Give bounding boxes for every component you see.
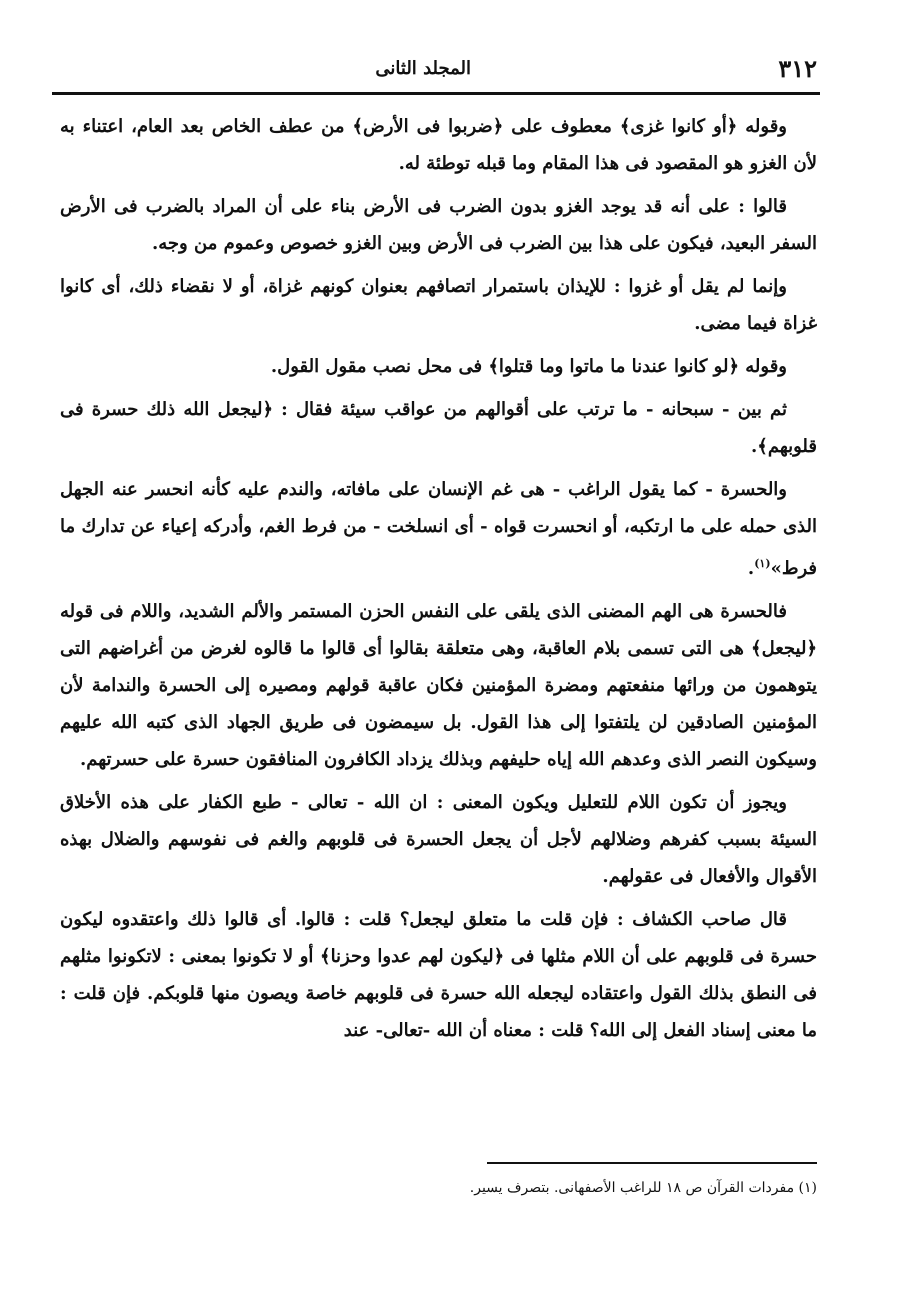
page-header — [52, 52, 817, 92]
paragraph-3: وإنما لم يقل أو غزوا : للإيذان باستمرار اتصافهم بعنوان كونهم غزاة، أو لا نقضاء ذلك، أى كانوا غزاة فيما مضى. — [60, 276, 817, 334]
footnote: (١) مفردات القرآن ص ١٨ للراغب الأصفهانى. بتصرف يسير. — [469, 1180, 817, 1196]
footnote-divider — [487, 1162, 817, 1164]
paragraph-7: فالحسرة هى الهم المضنى الذى يلقى على النفس الحزن المستمر والألم الشديد، واللام فى قوله ﴿ليجعل﴾ هى التى تسمى بلام العاقبة، وهى متعلقة بقالوا أى قالوا ما قالوه لغرض من أغراضهم التى يتوهمون من ورائها منفعتهم ومضرة المؤمنين فكان عاقبة قولهم ومصيره إلى الحسرة والندامة لأن المؤمنين الصادقين لن يلتفتوا إلى هذا القول. بل سيمضون فى طريق الجهاد الذى كتبه الله عليهم وسيكون النصر الذى وعدهم الله إياه حليفهم وبذلك يزداد الكافرون المنافقون حسرة على حسرتهم. — [60, 601, 817, 770]
footnote-reference: (١) — [754, 557, 771, 570]
paragraph-6-text: والحسرة - كما يقول الراغب - هى غم الإنسان على مافاته، والندم عليه كأنه انحسر عنه الجهل الذى حمله على ما ارتكبه، أو انحسرت قواه - أى انسلخت - من فرط الغم، وأدركه إعياء عن تدارك ما فرط» — [60, 479, 817, 579]
volume-title: المجلد الثانى — [375, 58, 471, 79]
page-number: ٣١٢ — [778, 54, 817, 83]
paragraph-1: وقوله ﴿أو كانوا غزى﴾ معطوف على ﴿ضربوا فى الأرض﴾ من عطف الخاص بعد العام، اعتناء به لأن الغزو هو المقصود فى هذا المقام وما قبله توطئة له. — [60, 116, 817, 174]
paragraph-9: قال صاحب الكشاف : فإن قلت ما متعلق ليجعل؟ قلت : قالوا. أى قالوا ذلك واعتقدوه ليكون حسرة فى قلوبهم على أن اللام مثلها فى ﴿ليكون لهم عدوا وحزنا﴾ أو لا تكونوا بمعنى : لاتكونوا مثلهم فى النطق بذلك القول واعتقاده ليجعله الله حسرة فى قلوبهم خاصة ويصون منها قلوبكم. فإن قلت : ما معنى إسناد الفعل إلى الله؟ قلت : معناه أن الله -تعالى- عند — [60, 909, 817, 1041]
paragraph-5: ثم بين - سبحانه - ما ترتب على أقوالهم من عواقب سيئة فقال : ﴿ليجعل الله ذلك حسرة فى قلوبهم﴾. — [60, 399, 817, 457]
paragraph-2: قالوا : على أنه قد يوجد الغزو بدون الضرب فى الأرض بناء على أن المراد بالضرب فى الأرض السفر البعيد، فيكون على هذا بين الضرب فى الأرض وبين الغزو خصوص وعموم من وجه. — [60, 196, 817, 254]
paragraph-6: والحسرة - كما يقول الراغب - هى غم الإنسان على مافاته، والندم عليه كأنه انحسر عنه الجهل الذى حمله على ما ارتكبه، أو انحسرت قواه - أى انسلخت - من فرط الغم، وأدركه إعياء عن تدارك ما فرط»$^{(١)}$. — [60, 479, 817, 579]
page-body — [60, 108, 817, 1055]
paragraph-4: وقوله ﴿لو كانوا عندنا ما ماتوا وما قتلوا﴾ فى محل نصب مقول القول. — [270, 356, 787, 377]
paragraph-8: ويجوز أن تكون اللام للتعليل ويكون المعنى : ان الله - تعالى - طبع الكفار على هذه الأخلاق السيئة بسبب كفرهم وضلالهم لأجل أن يجعل الحسرة فى قلوبهم والغم فى نفوسهم والضلال بهذه الأقوال والأفعال فى عقولهم. — [60, 792, 817, 887]
header-divider — [52, 92, 820, 95]
